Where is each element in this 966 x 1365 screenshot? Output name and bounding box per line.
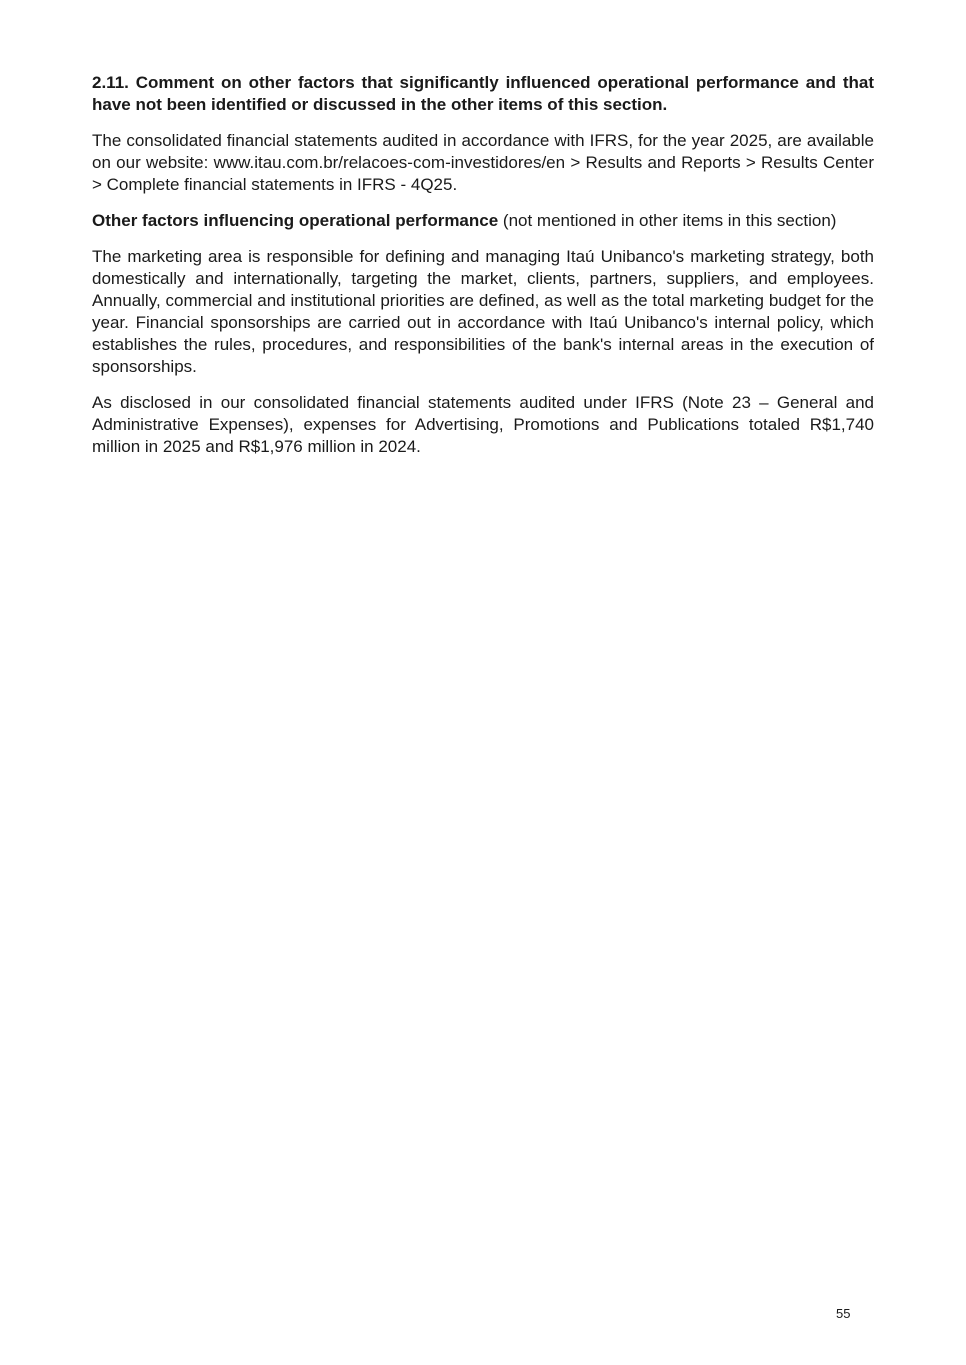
page-content (92, 72, 874, 472)
other-factors-subheading (92, 210, 874, 232)
page-number: 55 (836, 1306, 851, 1321)
other-factors-subheading-note: (not mentioned in other items in this section) (498, 211, 837, 230)
ifrs-availability-paragraph: The consolidated financial statements audited in accordance with IFRS, for the year 2025, are available on our website: www.itau.com.br/relacoes-com-investidores/en > Results and Reports > Results Center > Complete financial statements in IFRS - 4Q25. (92, 131, 874, 194)
section-heading: 2.11. Comment on other factors that significantly influenced operational performance and that have not been identified or discussed in the other items of this section. (92, 73, 874, 114)
marketing-area-paragraph: The marketing area is responsible for defining and managing Itaú Unibanco's marketing strategy, both domestically and internationally, targeting the market, clients, partners, suppliers, and employees. Annually, commercial and institutional priorities are defined, as well as the total marketing budget for the year. Financial sponsorships are carried out in accordance with Itaú Unibanco's internal policy, which establishes the rules, procedures, and responsibilities of the bank's internal areas in the execution of sponsorships. (92, 247, 874, 376)
other-factors-subheading-bold: Other factors influencing operational performance (92, 211, 499, 230)
advertising-expenses-paragraph: As disclosed in our consolidated financial statements audited under IFRS (Note 23 – General and Administrative Expenses), expenses for Advertising, Promotions and Publications totaled R$1,740 million in 2025 and R$1,976 million in 2024. (92, 393, 874, 456)
